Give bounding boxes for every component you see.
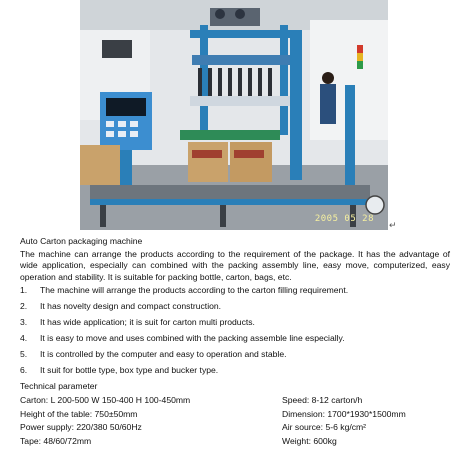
feature-item: 1. The machine will arrange the products according to the carton filling requirement. — [20, 285, 349, 296]
description-document — [20, 236, 450, 450]
spec-table — [20, 395, 450, 450]
feature-item: 4. It is easy to move and uses combined with the packing assemble line especially. — [20, 332, 345, 343]
feature-item: 3. It has wide application; it is suit for carton multi products. — [20, 316, 255, 327]
feature-list — [20, 285, 450, 376]
spec-row: Tape: 48/60/72mm Weight: 600kg — [20, 436, 337, 447]
doc-title: Auto Carton packaging machine — [20, 236, 143, 246]
feature-item: 6. It suit for bottle type, box type and bucker type. — [20, 364, 219, 375]
technical-parameter-heading: Technical parameter — [20, 380, 98, 391]
spec-row: Carton: L 200-500 W 150-400 H 100-450mm Speed: 8-12 carton/h — [20, 395, 363, 406]
feature-item: 2. It has novelty design and compact construction. — [20, 300, 222, 311]
carton-machine-illustration — [80, 0, 388, 230]
feature-item: 5. It is controlled by the computer and easy to operation and stable. — [20, 348, 287, 359]
machine-photo — [80, 0, 388, 230]
doc-intro: The machine can arrange the products according to the requirement of the package. It has the advantage of wide application, especially can combined with the packing assembly line, easy move, computerized, easy operation and stability. It is suitable for packing bottle, carton, bags, etc. — [20, 248, 450, 282]
photo-timestamp: 2005 05 28 — [314, 214, 374, 224]
spec-row: Height of the table: 750±50mm Dimension: 1700*1930*1500mm — [20, 408, 406, 419]
paragraph-mark-icon: ↵ — [389, 220, 397, 230]
spec-row: Power supply: 220/380 50/60Hz Air source: 5-6 kg/cm² — [20, 422, 367, 433]
